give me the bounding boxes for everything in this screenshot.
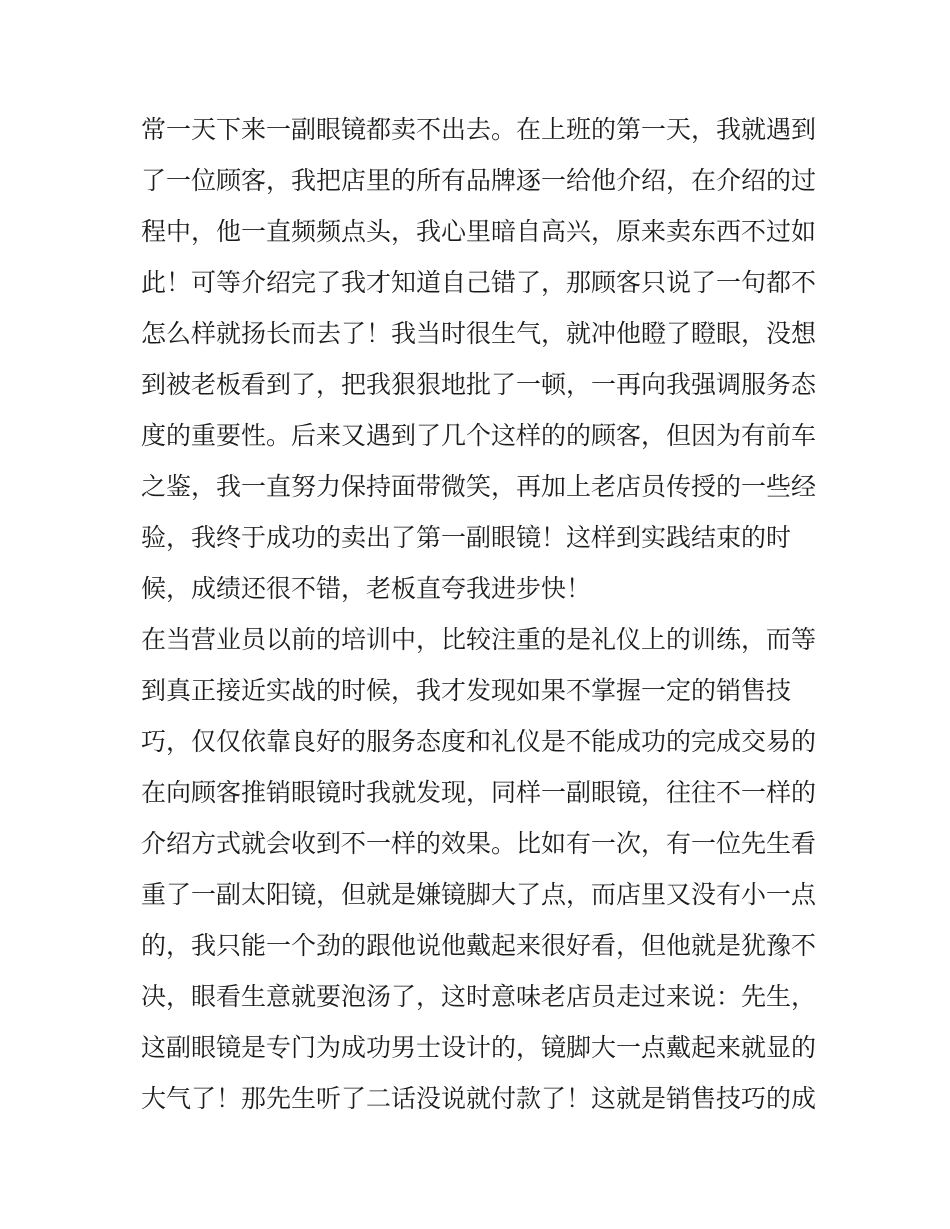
text-line: 介绍方式就会收到不一样的效果。比如有一次，有一位先生看 bbox=[141, 829, 817, 858]
text-line: 度的重要性。后来又遇到了几个这样的的顾客，但因为有前车 bbox=[141, 421, 817, 450]
text-line: 的，我只能一个劲的跟他说他戴起来很好看，但他就是犹豫不 bbox=[141, 931, 817, 960]
text-line: 常一天下来一副眼镜都卖不出去。在上班的第一天，我就遇到 bbox=[141, 115, 817, 144]
text-line: 在向顾客推销眼镜时我就发现，同样一副眼镜，往往不一样的 bbox=[141, 778, 817, 807]
text-line: 这副眼镜是专门为成功男士设计的，镜脚大一点戴起来就显的 bbox=[141, 1033, 817, 1062]
text-line: 验，我终于成功的卖出了第一副眼镜！这样到实践结束的时 bbox=[141, 523, 792, 552]
text-line: 在当营业员以前的培训中，比较注重的是礼仪上的训练，而等 bbox=[141, 625, 817, 654]
text-line: 到被老板看到了，把我狠狠地批了一顿，一再向我强调服务态 bbox=[141, 370, 817, 399]
text-line: 怎么样就扬长而去了！我当时很生气，就冲他瞪了瞪眼，没想 bbox=[141, 319, 817, 348]
text-line: 之鉴，我一直努力保持面带微笑，再加上老店员传授的一些经 bbox=[141, 472, 817, 501]
text-line: 此！可等介绍完了我才知道自己错了，那顾客只说了一句都不 bbox=[141, 268, 817, 297]
text-line: 重了一副太阳镜，但就是嫌镜脚大了点，而店里又没有小一点 bbox=[141, 880, 817, 909]
text-line: 了一位顾客，我把店里的所有品牌逐一给他介绍，在介绍的过 bbox=[141, 166, 817, 195]
text-line: 到真正接近实战的时候，我才发现如果不掌握一定的销售技 bbox=[141, 676, 792, 705]
text-line: 巧，仅仅依靠良好的服务态度和礼仪是不能成功的完成交易的 bbox=[141, 727, 817, 756]
text-line: 大气了！那先生听了二话没说就付款了！这就是销售技巧的成 bbox=[141, 1084, 817, 1113]
body-text bbox=[141, 104, 821, 1124]
text-line: 程中，他一直频频点头，我心里暗自高兴，原来卖东西不过如 bbox=[141, 217, 817, 246]
text-line: 决，眼看生意就要泡汤了，这时意味老店员走过来说：先生， bbox=[141, 982, 817, 1011]
text-line: 候，成绩还很不错，老板直夸我进步快！ bbox=[141, 574, 592, 603]
